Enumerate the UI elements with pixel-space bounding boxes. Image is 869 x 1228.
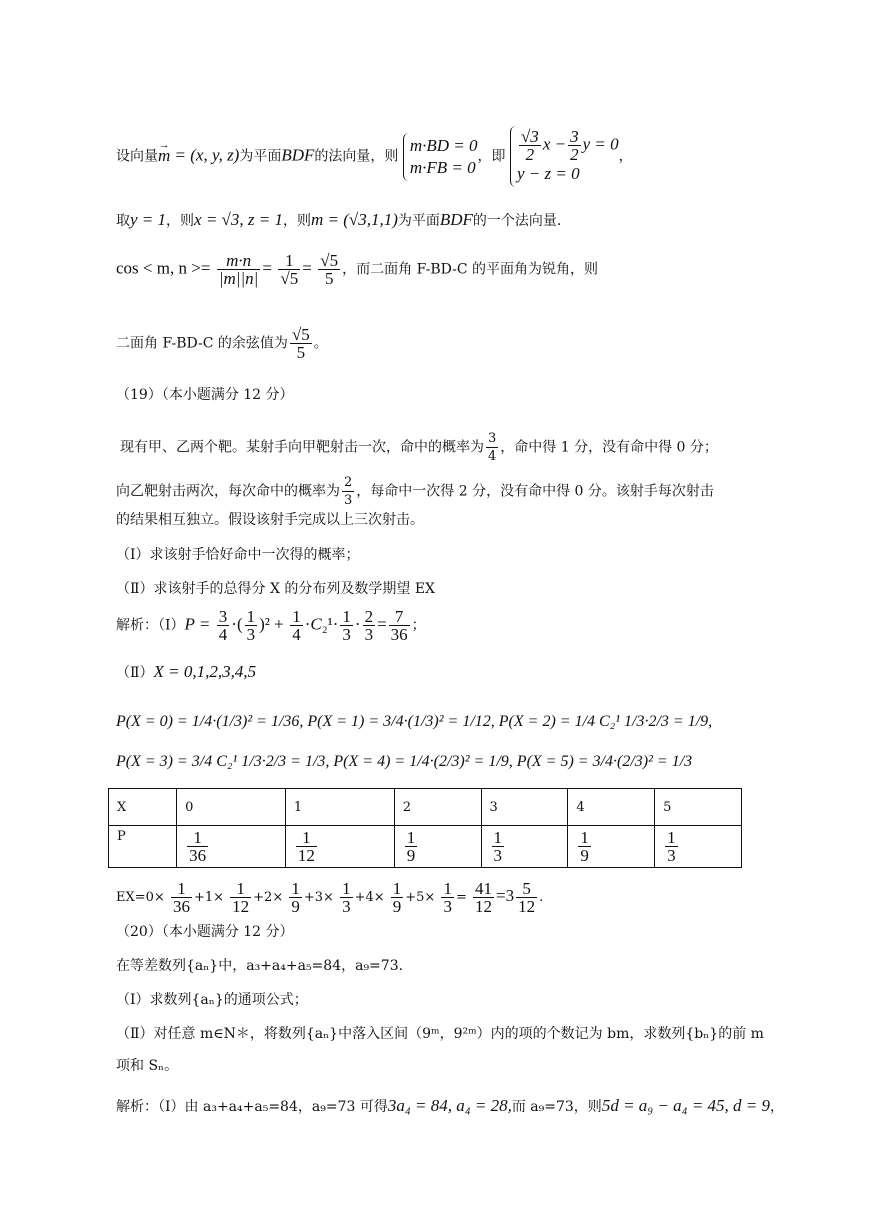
solution-19-part-2: （Ⅱ）X = 0,1,2,3,4,5 <box>116 662 257 681</box>
system2-eq-2: y − z = 0 <box>516 164 580 183</box>
fraction: $\frac{√3}{2}$ <box>520 127 539 164</box>
plane-name: BDF <box>281 145 315 165</box>
table-cell: $\frac{1}{9}$ <box>394 826 481 868</box>
equation-system-2 <box>510 126 619 187</box>
table-cell: P <box>109 826 177 868</box>
fraction-sqrt5-5: $\frac{√5}{5}$ <box>291 325 310 362</box>
table-cell: $\frac{1}{3}$ <box>655 826 742 868</box>
question-19-part-1: （Ⅰ）求该射手恰好命中一次得的概率； <box>116 547 360 563</box>
question-20-part-1: （Ⅰ）求数列{aₙ}的通项公式； <box>116 992 308 1008</box>
table-cell: 0 <box>177 789 286 826</box>
table-cell: 4 <box>568 789 655 826</box>
table-cell: X <box>109 789 177 826</box>
distribution-table <box>108 788 742 868</box>
table-cell: $\frac{1}{9}$ <box>568 826 655 868</box>
table-cell: 2 <box>394 789 481 826</box>
question-19-title: （19）（本小题满分 12 分） <box>116 387 294 403</box>
fraction-5-12: $\frac{5}{12}$ <box>518 879 536 916</box>
text: ，即 <box>477 148 506 165</box>
table-cell: $\frac{1}{12}$ <box>285 826 394 868</box>
vector-m-coords: = (x, y, z) <box>170 145 240 165</box>
fraction-7-36: $\frac{7}{36}$ <box>390 607 408 644</box>
fraction-41-12: $\frac{41}{12}$ <box>475 879 493 916</box>
question-19-para-1: 现有甲、乙两个靶。某射手向甲靶射击一次，命中的概率为 $\frac{3}{4}$ ，命中得 1 分，没有命中得 0 分； <box>120 431 718 464</box>
question-20-title: （20）（本小题满分 12 分） <box>116 924 294 940</box>
table-cell: $\frac{1}{3}$ <box>481 826 568 868</box>
probability-line-2: P(X = 3) = 3/4 C₂¹ 1/3·2/3 = 1/3, P(X = 4) = 1/4·(2/3)² = 1/9, P(X = 5) = 3/4·(2/3)² = 1/3 <box>116 753 693 770</box>
question-19-para-2: 向乙靶射击两次，每次命中的概率为 $\frac{2}{3}$ ，每命中一次得 2 分，没有命中得 0 分。该射手每次射击 <box>116 475 714 508</box>
text: 的法向量，则 <box>314 148 399 165</box>
vector-m: → m <box>158 146 170 166</box>
solution-19-part-1: 解析：（Ⅰ）P = $\frac{3}{4}$ ·( $\frac{1}{3}$ )² + $\frac{1}{4}$ ·C₂¹· $\frac{1}{3}$ · $\frac{2}{3}$ = $\frac{7}{36}$ ； <box>116 607 426 644</box>
system-eq-2: m·FB = 0 <box>409 157 476 177</box>
solution-20-part-1: 解析：（Ⅰ）由 a₃+a₄+a₅=84，a₉=73 可得3a₄ = 84, a₄ = 28,而 a₉=73，则5d = a₉ − a₄ = 45, d = 9， <box>116 1096 785 1115</box>
question-19-para-3: 的结果相互独立。假设该射手完成以上三次射击。 <box>116 512 424 528</box>
table-row <box>109 826 742 868</box>
question-20-para-1: 在等差数列{aₙ}中，a₃+a₄+a₅=84，a₉=73. <box>116 958 404 974</box>
fraction-mn: $\frac{m\cdot n}{|m||n|}$ <box>218 251 259 288</box>
table-cell: 1 <box>285 789 394 826</box>
question-20-part-2: （Ⅱ）对任意 m∈N＊，将数列{aₙ}中落入区间（9ᵐ，9²ᵐ）内的项的个数记为 bm，求数列{bₙ}的前 m <box>116 1026 764 1042</box>
probability-line-1: P(X = 0) = 1/4·(1/3)² = 1/36, P(X = 1) = 3/4·(1/3)² = 1/12, P(X = 2) = 1/4 C₂¹ 1/3·2/3 = 1/9, <box>116 713 713 730</box>
fraction-2-3: $\frac{2}{3}$ <box>344 475 353 508</box>
table-cell: 5 <box>655 789 742 826</box>
text: 设向量 <box>116 148 158 165</box>
table-cell: $\frac{1}{36}$ <box>177 826 286 868</box>
x-values: X = 0,1,2,3,4,5 <box>153 662 257 681</box>
normal-vector-value: m = (√3,1,1) <box>310 210 398 229</box>
table-row <box>109 789 742 826</box>
expectation-line: EX=0× $\frac{1}{36}$ +1× $\frac{1}{12}$ +2× $\frac{1}{9}$ +3× $\frac{1}{3}$ +4× $\frac{1}{9}$ +5× $\frac{1}{3}$ = $\frac{41}{12}$ =3 $\frac{5}{12}$ . <box>116 879 544 916</box>
fraction-sqrt5-5: $\frac{√5}{5}$ <box>320 251 339 288</box>
normal-vector-result-line: 取y = 1，则x = √3, z = 1，则m = (√3,1,1)为平面BDF的一个法向量. <box>116 210 562 229</box>
fraction-3-4: $\frac{3}{4}$ <box>488 431 497 464</box>
table-cell: 3 <box>481 789 568 826</box>
text: 为平面 <box>239 148 282 165</box>
equation-system-1 <box>403 133 478 181</box>
dihedral-cosine-line: 二面角 F-BD-C 的余弦值为 $\frac{√5}{5}$ 。 <box>116 325 328 362</box>
normal-vector-setup-line: 设向量→ m = (x, y, z)为平面BDF的法向量，则 m·BD = 0 m·FB = 0 ，即 $\frac{√3}{2}$ x − $\frac{3}{2}$ y = 0 y − z = 0 ， <box>116 126 633 187</box>
system-eq-1: m·BD = 0 <box>409 135 478 155</box>
cosine-expression: cos < m, n >= <box>116 258 211 278</box>
cosine-line: cos < m, n >= $\frac{m\cdot n}{|m||n|}$ = $\frac{1}{√5}$ = $\frac{√5}{5}$ ，而二面角 F-BD-C 的平面角为锐角，则 <box>116 251 599 288</box>
fraction-1-sqrt5: $\frac{1}{√5}$ <box>280 251 299 288</box>
question-20-part-2-cont: 项和 Sₙ。 <box>116 1058 179 1074</box>
fraction: $\frac{3}{2}$ <box>570 127 579 164</box>
question-19-part-2: （Ⅱ）求该射手的总得分 X 的分布列及数学期望 EX <box>116 581 436 597</box>
system2-eq-1: $\frac{√3}{2}$ x − $\frac{3}{2}$ y = 0 <box>520 127 619 164</box>
